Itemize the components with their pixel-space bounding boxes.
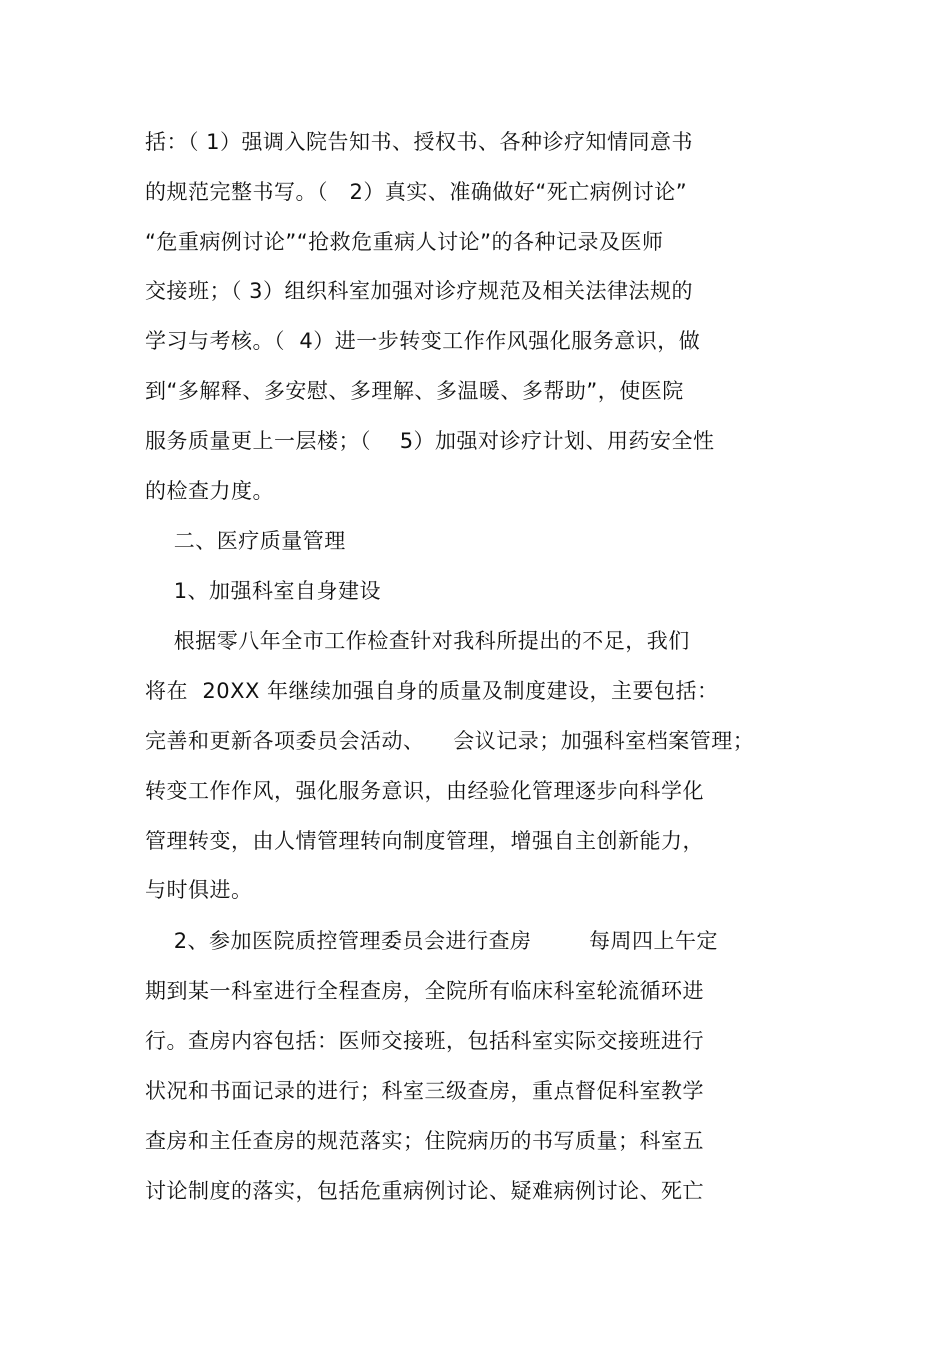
text-line: 服务质量更上一层楼；（ 5）加强对诊疗计划、用药安全性 — [145, 429, 715, 453]
text-line: 期到某一科室进行全程查房，全院所有临床科室轮流循环进 — [145, 979, 704, 1003]
text-line: 学习与考核。（ 4）进一步转变工作作风强化服务意识，做 — [145, 329, 701, 353]
text-line: 管理转变，由人情管理转向制度管理，增强自主创新能力， — [145, 829, 704, 853]
subsection-heading: 2、参加医院质控管理委员会进行查房 每周四上午定 — [145, 929, 718, 953]
text-line: 根据零八年全市工作检查针对我科所提出的不足，我们 — [145, 629, 690, 653]
text-line: 完善和更新各项委员会活动、 会议记录；加强科室档案管理； — [145, 729, 755, 753]
text-line: 与时俱进。 — [145, 878, 253, 902]
text-line: 转变工作作风，强化服务意识，由经验化管理逐步向科学化 — [145, 779, 704, 803]
text-line: 的规范完整书写。（ 2）真实、准确做好“死亡病例讨论” — [145, 180, 688, 204]
text-line: “危重病例讨论”“抢救危重病人讨论”的各种记录及医师 — [145, 230, 664, 254]
text-line: 到“多解释、多安慰、多理解、多温暖、多帮助”，使医院 — [145, 379, 684, 403]
text-line: 查房和主任查房的规范落实；住院病历的书写质量；科室五 — [145, 1129, 704, 1153]
text-line: 讨论制度的落实，包括危重病例讨论、疑难病例讨论、死亡 — [145, 1179, 704, 1203]
text-line: 状况和书面记录的进行；科室三级查房，重点督促科室教学 — [145, 1079, 704, 1103]
text-line: 行。查房内容包括：医师交接班，包括科室实际交接班进行 — [145, 1029, 704, 1053]
section-heading: 二、医疗质量管理 — [145, 529, 346, 553]
text-line: 的检查力度。 — [145, 479, 274, 503]
text-line: 交接班；（ 3）组织科室加强对诊疗规范及相关法律法规的 — [145, 279, 694, 303]
text-line: 将在 20XX 年继续加强自身的质量及制度建设，主要包括： — [145, 679, 719, 703]
subsection-heading: 1、加强科室自身建设 — [145, 579, 382, 603]
text-line: 括：（ 1）强调入院告知书、授权书、各种诊疗知情同意书 — [145, 130, 694, 154]
